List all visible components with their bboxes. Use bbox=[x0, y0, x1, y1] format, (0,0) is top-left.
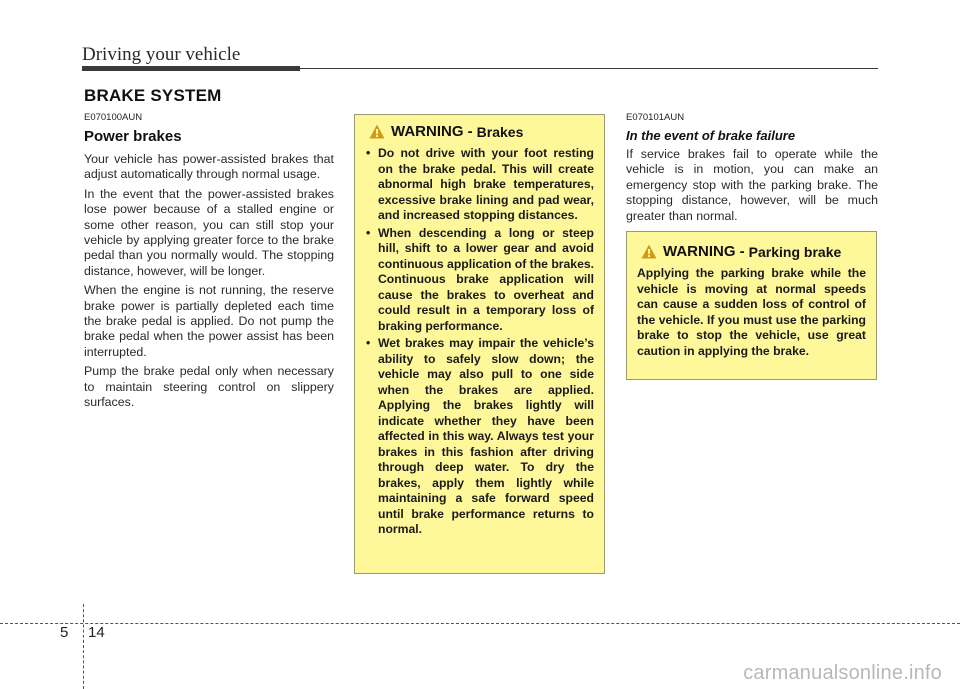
chapter-number: 5 bbox=[60, 624, 69, 641]
header-rule bbox=[300, 68, 878, 69]
footer-rule bbox=[0, 623, 960, 624]
warning-subject: Brakes bbox=[476, 123, 524, 140]
paragraph: Your vehicle has power-assisted brakes that adjust automatically through normal usage. bbox=[84, 152, 334, 182]
section-code: E070100AUN bbox=[84, 112, 143, 123]
warning-label: WARNING - bbox=[391, 123, 473, 140]
brake-failure-heading: In the event of brake failure bbox=[626, 128, 796, 143]
warning-subject: Parking brake bbox=[748, 243, 842, 260]
warning-list bbox=[365, 146, 594, 538]
warning-triangle-icon bbox=[369, 124, 385, 139]
page-number: 14 bbox=[88, 624, 105, 641]
header-bar bbox=[82, 66, 300, 71]
warning-text: Applying the parking brake while the vehicle is moving at normal speeds can cause a sudden loss of control of the vehicle. If you must use the parking brake to stop the vehicle, use great caution in applying the brake. bbox=[637, 266, 866, 358]
warning-item: • Do not drive with your foot resting on the brake pedal. This will create abnormal high brake temperatures, excessive brake lining and pad wear, and increased stopping distances. bbox=[366, 146, 594, 222]
paragraph: In the event that the power-assisted brakes lose power because of a stalled engine or some other reason, you can still stop your vehicle by applying greater force to the brake pedal than you normally would. The stopping distance, however, will be longer. bbox=[84, 186, 334, 278]
section-title: BRAKE SYSTEM bbox=[84, 86, 222, 105]
power-brakes-heading: Power brakes bbox=[84, 128, 182, 145]
warning-heading bbox=[365, 123, 594, 140]
warning-triangle-icon bbox=[641, 244, 657, 259]
warning-item: • Wet brakes may impair the vehicle’s ability to safely slow down; the vehicle may also pull to one side when the brakes are applied. Applying the brakes lightly will indicate whether they have been affected in this way. Always test your brakes in this fashion after driving through deep water. To dry the brakes, apply them lightly while maintaining a safe forward speed until brake performance returns to normal. bbox=[366, 336, 594, 536]
paragraph: When the engine is not running, the reserve brake power is partially depleted each time the brake pedal is applied. Do not pump the brake pedal when the power assist has been interrupted. bbox=[84, 283, 334, 359]
warning-label: WARNING - bbox=[663, 243, 745, 260]
warning-heading bbox=[637, 243, 866, 260]
paragraph: Pump the brake pedal only when necessary to maintain steering control on slippery surfaces. bbox=[84, 364, 334, 410]
warning-item: • When descending a long or steep hill, shift to a lower gear and avoid continuous application of the brakes. Continuous brake application will cause the brakes to overheat and could result in a temporary loss of braking performance. bbox=[366, 225, 595, 333]
watermark: carmanualsonline.info bbox=[743, 662, 942, 684]
right-column bbox=[626, 112, 878, 228]
left-column bbox=[84, 112, 334, 415]
paragraph: If service brakes fail to operate while the vehicle is in motion, you can make an emergency stop with the parking brake. The stopping distance, however, will be much greater than normal. bbox=[626, 147, 878, 223]
section-code: E070101AUN bbox=[626, 112, 685, 123]
footer-divider bbox=[83, 604, 84, 689]
warning-box-parking-brake bbox=[626, 231, 877, 380]
warning-box-brakes bbox=[354, 114, 605, 574]
chapter-title: Driving your vehicle bbox=[82, 44, 241, 65]
